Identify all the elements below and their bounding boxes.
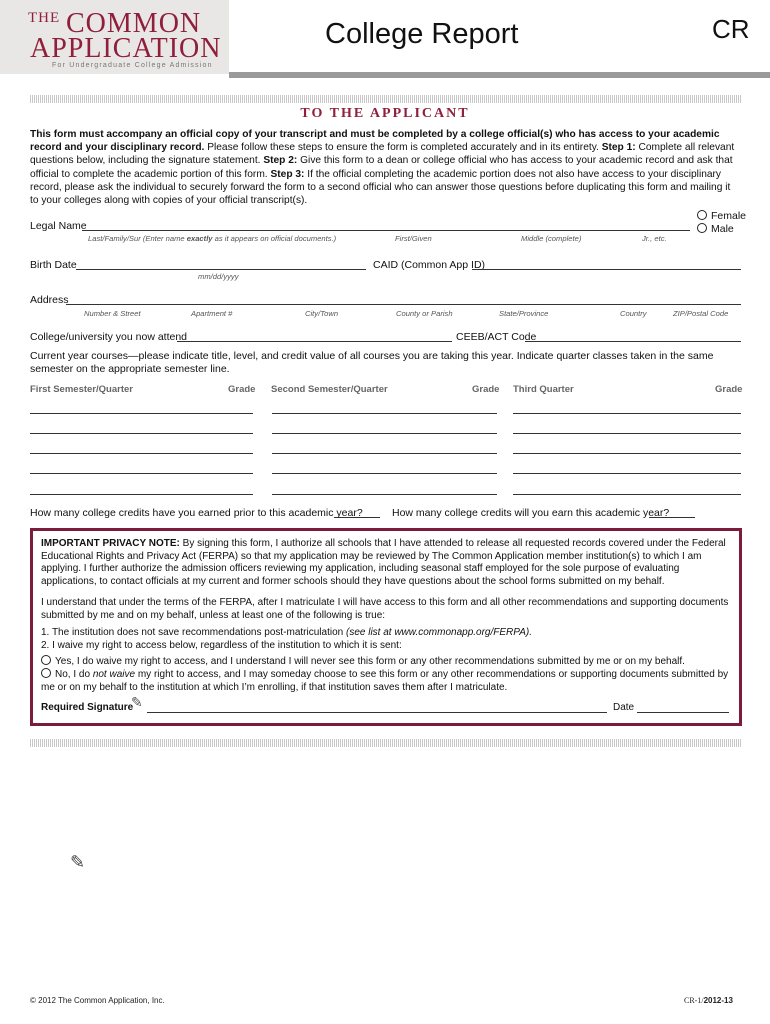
signature-field[interactable] xyxy=(147,712,607,713)
col-grade-2: Grade xyxy=(472,384,500,395)
birth-date-label: Birth Date xyxy=(30,259,77,271)
legal-name-field[interactable] xyxy=(82,230,690,231)
col-third-quarter: Third Quarter xyxy=(513,384,574,395)
address-sub-country: Country xyxy=(620,309,647,318)
male-option[interactable] xyxy=(697,223,734,235)
female-radio[interactable] xyxy=(697,210,707,220)
section-title: TO THE APPLICANT xyxy=(300,106,470,121)
ceeb-field[interactable] xyxy=(525,341,741,342)
course-line[interactable] xyxy=(30,473,253,474)
course-line[interactable] xyxy=(272,494,497,495)
course-line[interactable] xyxy=(272,413,497,414)
address-sub-state: State/Province xyxy=(499,309,549,318)
ferpa-item-2: 2. I waive my right to access below, regardless of the institution to which it is sent: xyxy=(41,640,402,651)
page-title: College Report xyxy=(325,18,519,50)
course-line[interactable] xyxy=(30,433,253,434)
caid-label: CAID (Common App ID) xyxy=(373,259,486,271)
college-field[interactable] xyxy=(177,341,452,342)
female-label: Female xyxy=(711,210,747,222)
date-field[interactable] xyxy=(637,712,729,713)
credits-will-earn-label: How many college credits will you earn this academic year? xyxy=(392,507,670,519)
birth-date-field[interactable] xyxy=(76,269,366,270)
header-divider xyxy=(229,72,770,78)
legal-name-sub-last: Last/Family/Sur (Enter name exactly as it appears on official documents.) xyxy=(88,234,337,243)
female-option[interactable] xyxy=(697,210,746,222)
hatch-divider-top xyxy=(30,95,741,103)
step2-label: Step 2: xyxy=(263,155,298,167)
logo-application: APPLICATION xyxy=(30,33,222,64)
form-code: CR xyxy=(712,14,750,44)
logo-common: COMMON xyxy=(66,8,202,39)
course-line[interactable] xyxy=(30,453,253,454)
logo-the: THE xyxy=(28,10,61,26)
course-line[interactable] xyxy=(30,413,253,414)
courses-instructions: Current year courses—please indicate title, level, and credit value of all courses you are taking this year. Indicate quarter classes taken in the same semester on the appropriate semester line. xyxy=(30,350,714,375)
pencil-icon: ✎ xyxy=(131,694,143,710)
legal-name-sub-middle: Middle (complete) xyxy=(521,234,582,243)
hatch-divider-bottom xyxy=(30,739,741,747)
address-sub-zip: ZIP/Postal Code xyxy=(673,309,729,318)
caid-field[interactable] xyxy=(472,269,741,270)
male-radio[interactable] xyxy=(697,223,707,233)
credits-earned-field[interactable] xyxy=(334,517,380,518)
signature-label: Required Signature xyxy=(41,702,134,713)
legal-name-sub-first: First/Given xyxy=(395,234,432,243)
col-grade-3: Grade xyxy=(715,384,743,395)
col-grade-1: Grade xyxy=(228,384,256,395)
step2-text: Give this form to a dean or college official who has access to your academic record and ask that official to complete the academic portion of this form. xyxy=(30,155,733,180)
college-label: College/university you now attend xyxy=(30,331,188,343)
intro-bold: This form must accompany an official copy of your transcript and must be completed by a college official(s) who has access to your academic record and your disciplinary record. xyxy=(30,129,720,154)
step1-label: Step 1: xyxy=(601,142,636,154)
waive-yes-radio[interactable] xyxy=(41,655,51,665)
ferpa-understand: I understand that under the terms of the FERPA, after I matriculate I will have access to this form and all other recommendations and supporting documents submitted by me and on my behalf, unless at least one of the following is true: xyxy=(41,597,729,621)
ferpa-item-1: 1. The institution does not save recommendations post-matriculation (see list at www.commonapp.org/FERPA). xyxy=(41,627,532,638)
course-line[interactable] xyxy=(513,433,741,434)
birth-date-format: mm/dd/yyyy xyxy=(198,272,239,281)
privacy-note: IMPORTANT PRIVACY NOTE: By signing this form, I authorize all schools that I have attended to release all requested records covered under the Federal Educational Rights and Privacy Act (FERPA) so that my application may be reviewed by The Common Application member institution(s) to which I am applying. I further authorize the admission officers reviewing my application, including seasonal staff employed for the sole purpose of evaluating applications, to contact officials at my current and former schools should they have questions about the school forms submitted on my behalf. xyxy=(41,538,726,587)
course-line[interactable] xyxy=(272,433,497,434)
address-label: Address xyxy=(30,294,69,306)
copyright: © 2012 The Common Application, Inc. xyxy=(30,996,165,1005)
privacy-box xyxy=(30,528,742,726)
address-sub-apartment: Apartment # xyxy=(191,309,233,318)
course-line[interactable] xyxy=(272,453,497,454)
address-sub-city: City/Town xyxy=(305,309,339,318)
waive-no-option[interactable]: No, I do not waive my right to access, and I may someday choose to see this form or any other recommendations or supporting documents submitted by me or on my behalf to the institution at which I’m enrolling, if that institution saves them after I matriculate. xyxy=(41,669,729,693)
course-line[interactable] xyxy=(513,413,741,414)
step3-label: Step 3: xyxy=(270,168,305,180)
legal-name-label: Legal Name xyxy=(30,220,87,232)
address-field[interactable] xyxy=(66,304,741,305)
course-line[interactable] xyxy=(513,473,741,474)
form-id: CR-1/2012-13 xyxy=(684,996,733,1005)
logo-tagline: For Undergraduate College Admission xyxy=(52,62,213,69)
credits-will-earn-field[interactable] xyxy=(649,517,695,518)
course-line[interactable] xyxy=(513,494,741,495)
waive-no-radio[interactable] xyxy=(41,668,51,678)
address-sub-street: Number & Street xyxy=(84,309,141,318)
step3-text: If the official completing the academic portion does not also have access to your disciplinary record, please ask the individual to securely forward the form to a second official who can answer those questions before duplicating this form and mailing it to your colleges along with copies of your official transcript(s). xyxy=(30,168,731,207)
course-line[interactable] xyxy=(513,453,741,454)
intro-paragraph xyxy=(30,128,741,207)
col-first-semester: First Semester/Quarter xyxy=(30,384,133,395)
credits-earned-label: How many college credits have you earned prior to this academic year? xyxy=(30,507,363,519)
address-sub-county: County or Parish xyxy=(396,309,453,318)
col-second-semester: Second Semester/Quarter xyxy=(271,384,388,395)
legal-name-sub-jr: Jr., etc. xyxy=(642,234,667,243)
date-label: Date xyxy=(613,702,635,713)
course-line[interactable] xyxy=(272,473,497,474)
course-line[interactable] xyxy=(30,494,253,495)
intro-text: Please follow these steps to ensure the form is completed accurately and in its entirety. xyxy=(204,142,602,154)
pencil-icon: ✎ xyxy=(70,852,86,872)
male-label: Male xyxy=(711,223,734,235)
ceeb-label: CEEB/ACT Code xyxy=(456,331,537,343)
waive-yes-option[interactable]: Yes, I do waive my right to access, and I understand I will never see this form or any other recommendations submitted by me or on my behalf. xyxy=(41,655,731,669)
step1-text: Complete all relevant questions below, including the signature statement. xyxy=(30,142,735,167)
